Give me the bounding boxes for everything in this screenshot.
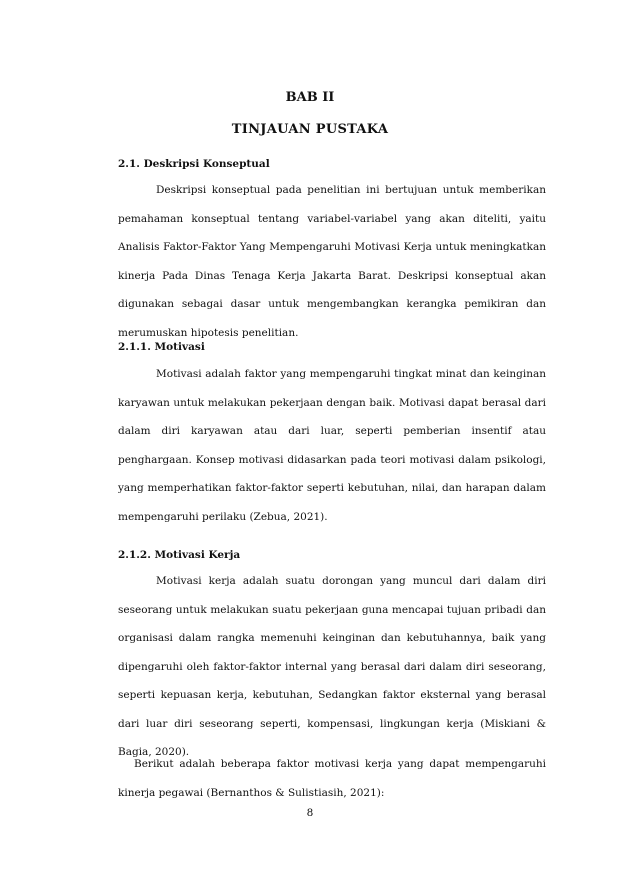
chapter-title: TINJAUAN PUSTAKA	[231, 122, 389, 137]
chapter-number: BAB II	[285, 90, 335, 105]
section-paragraph-2-1-1	[118, 360, 546, 531]
section-heading-2-1: 2.1. Deskripsi Konseptual	[118, 158, 270, 170]
section-text-2-1-2: Motivasi kerja adalah suatu dorongan yang muncul dari dalam diri seseorang untuk melakukan suatu pekerjaan guna mencapai tujuan pribadi dan organisasi dalam rangka memenuhi keinginan dan kebutuhannya, baik yang dipengaruhi oleh faktor-faktor internal yang berasal dari dalam diri seseorang, seperti kepuasan kerja, kebutuhan, Sedangkan faktor eksternal yang berasal dari luar diri seseorang seperti, kompensasi, lingkungan kerja (Miskiani & Bagia, 2020).	[118, 575, 546, 758]
page-number: 8	[306, 807, 314, 819]
section-text-2-1: Deskripsi konseptual pada penelitian ini bertujuan untuk memberikan pemahaman konseptual tentang variabel-variabel yang akan diteliti, yaitu Analisis Faktor-Faktor Yang Mempengaruhi Motivasi Kerja untuk meningkatkan kinerja Pada Dinas Tenaga Kerja Jakarta Barat. Deskripsi konseptual akan digunakan sebagai dasar untuk mengembangkan kerangka pemikiran dan merumuskan hipotesis penelitian.	[118, 184, 546, 339]
closing-paragraph-text: Berikut adalah beberapa faktor motivasi kerja yang dapat mempengaruhi kinerja pegawai (Bernanthos & Sulistiasih, 2021):	[118, 758, 546, 799]
section-text-2-1-1: Motivasi adalah faktor yang mempengaruhi tingkat minat dan keinginan karyawan untuk melakukan pekerjaan dengan baik. Motivasi dapat berasal dari dalam diri karyawan atau dari luar, seperti pemberian insentif atau penghargaan. Konsep motivasi didasarkan pada teori motivasi dalam psikologi, yang memperhatikan faktor-faktor seperti kebutuhan, nilai, dan harapan dalam mempengaruhi perilaku (Zebua, 2021).	[118, 368, 546, 523]
section-heading-2-1-2: 2.1.2. Motivasi Kerja	[118, 549, 241, 561]
closing-paragraph	[118, 750, 546, 807]
section-paragraph-2-1	[118, 176, 546, 347]
section-paragraph-2-1-2	[118, 567, 546, 767]
section-heading-2-1-1: 2.1.1. Motivasi	[118, 341, 205, 353]
